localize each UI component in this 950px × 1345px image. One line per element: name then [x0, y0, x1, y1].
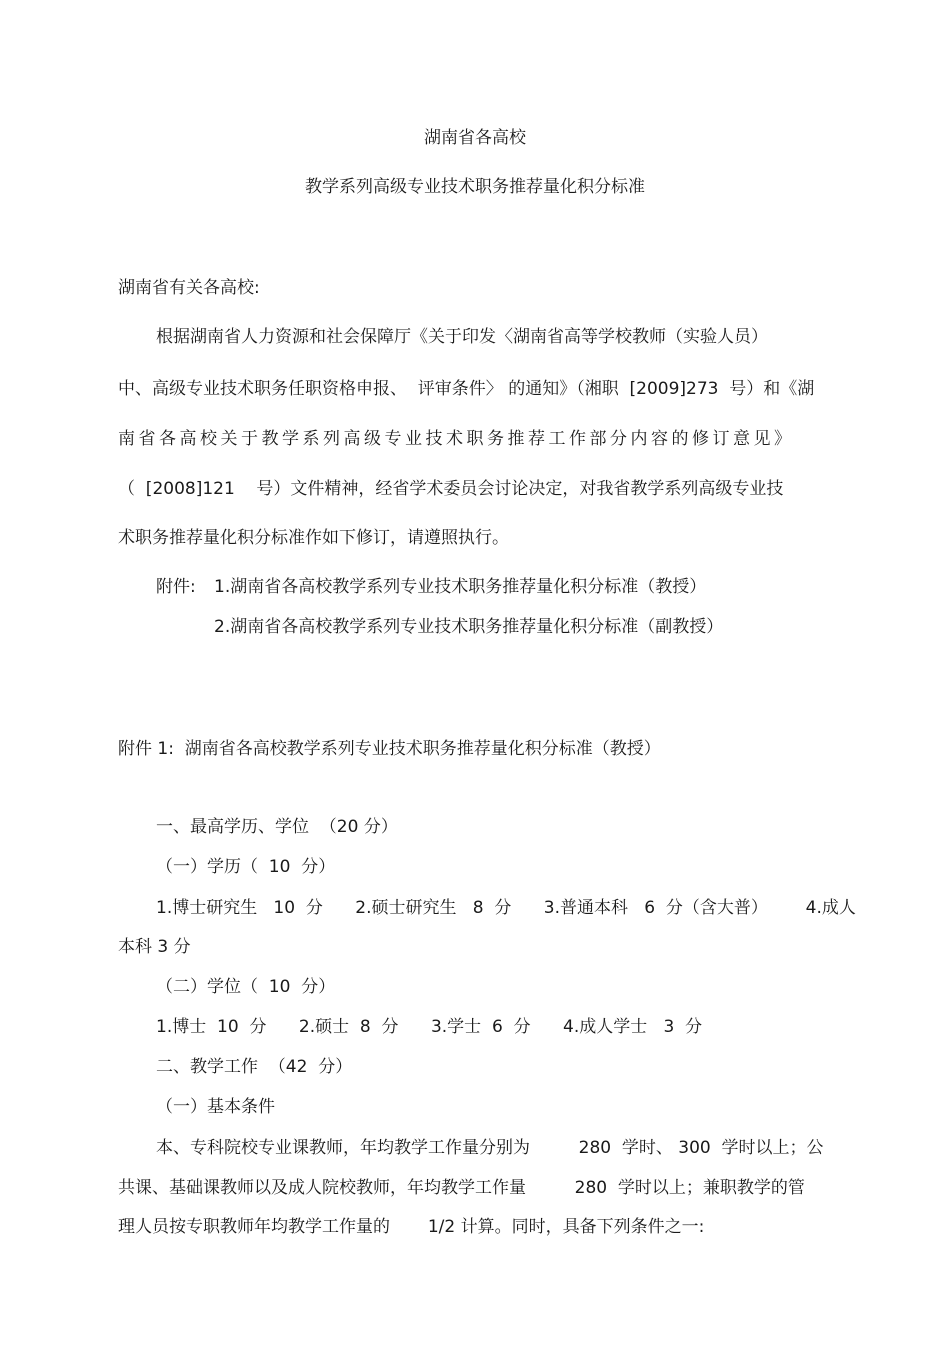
body-line: 理人员按专职教师年均教学工作量的 1/2 计算。同时，具备下列条件之一: [118, 1217, 705, 1237]
attachment-item-2: 2.湖南省各高校教学系列专业技术职务推荐量化积分标准（副教授） [214, 617, 724, 637]
subsection-heading: （一）基本条件 [156, 1097, 275, 1117]
subsection-heading: （一）学历（ 10 分） [156, 857, 336, 877]
body-line: 中、高级专业技术职务任职资格申报、 评审条件〉 的通知》（湘职 [2009]273 号）和《湖 [118, 379, 815, 399]
body-line: 共课、基础课教师以及成人院校教师，年均教学工作量 280 学时以上；兼职教学的管 [118, 1178, 805, 1198]
doc-title-line1: 湖南省各高校 [424, 128, 526, 148]
body-line: （ [2008]121 号）文件精神，经省学术委员会讨论决定，对我省教学系列高级专业技 [118, 479, 784, 499]
subsection-heading: （二）学位（ 10 分） [156, 977, 336, 997]
annex-heading: 附件 1: 湖南省各高校教学系列专业技术职务推荐量化积分标准（教授） [118, 739, 661, 759]
body-line: 南省各高校关于教学系列高级专业技术职务推荐工作部分内容的修订意见》 [118, 429, 795, 449]
section-heading: 一、最高学历、学位 （20 分） [156, 817, 398, 837]
attachment-item-1: 1.湖南省各高校教学系列专业技术职务推荐量化积分标准（教授） [214, 577, 707, 597]
body-line: 本、专科院校专业课教师，年均教学工作量分别为 280 学时、 300 学时以上；公 [156, 1138, 824, 1158]
body-line: 本科 3 分 [118, 937, 191, 957]
doc-title-line2: 教学系列高级专业技术职务推荐量化积分标准 [305, 177, 645, 197]
body-line: 根据湖南省人力资源和社会保障厅《关于印发〈湖南省高等学校教师（实验人员） [156, 327, 768, 347]
attachments-label: 附件: [156, 577, 196, 597]
body-line: 术职务推荐量化积分标准作如下修订，请遵照执行。 [118, 528, 509, 548]
body-line: 1.博士研究生 10 分 2.硕士研究生 8 分 3.普通本科 6 分（含大普） 4.成人 [156, 898, 856, 918]
section-heading: 二、教学工作 （42 分） [156, 1057, 353, 1077]
salutation: 湖南省有关各高校: [118, 278, 260, 298]
body-line: 1.博士 10 分 2.硕士 8 分 3.学士 6 分 4.成人学士 3 分 [156, 1017, 703, 1037]
